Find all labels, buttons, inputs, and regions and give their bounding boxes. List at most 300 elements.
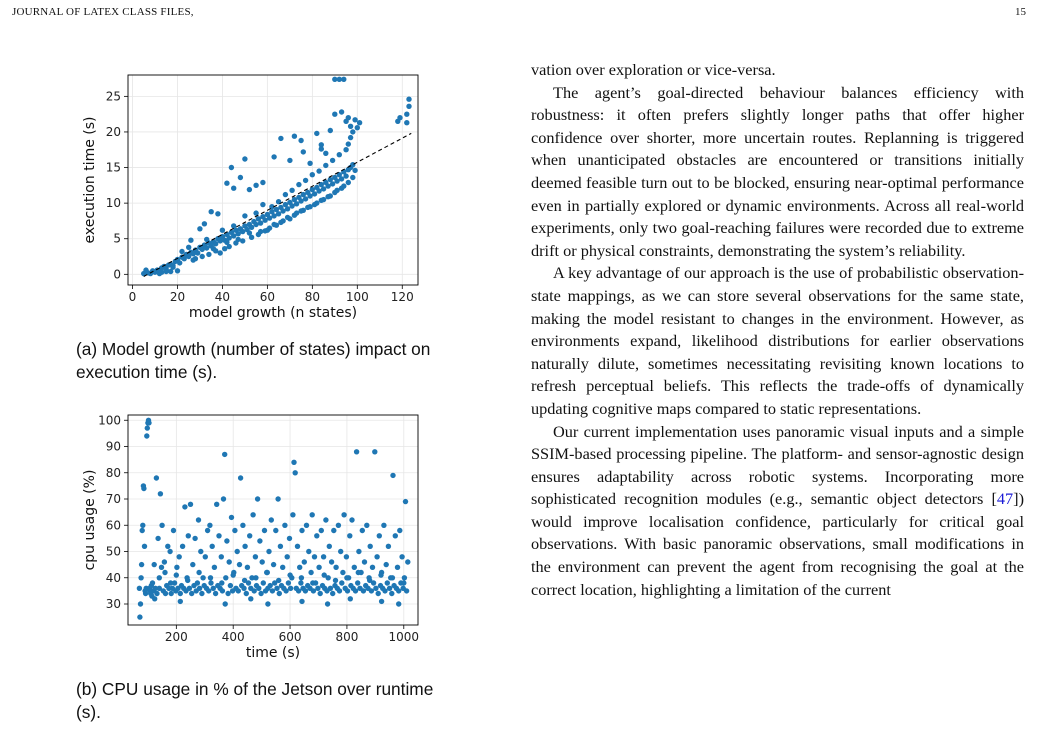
chart-a-point-196 — [274, 223, 279, 228]
chart-b-point-120 — [258, 591, 263, 596]
chart-b-point-100 — [236, 588, 241, 593]
chart-b-point-242 — [397, 528, 402, 533]
chart-a-point-162 — [406, 97, 411, 102]
chart-b-point-119 — [257, 538, 262, 543]
chart-b-point-114 — [252, 588, 257, 593]
chart-b-point-282 — [379, 599, 384, 604]
chart-b-ytick-label-0: 30 — [105, 597, 121, 611]
chart-b-point-79 — [212, 565, 217, 570]
chart-a-point-180 — [170, 263, 175, 268]
caption-a: (a) Model growth (number of states) impact on execution time (s). — [76, 339, 431, 382]
chart-b-point-75 — [207, 523, 212, 528]
chart-b-point-67 — [198, 549, 203, 554]
chart-b-point-257 — [219, 580, 224, 585]
chart-b-point-57 — [187, 586, 192, 591]
chart-b-point-123 — [262, 528, 267, 533]
chart-b-point-28 — [154, 591, 159, 596]
chart-a-point-165 — [346, 115, 351, 120]
chart-b-point-230 — [384, 562, 389, 567]
chart-b-point-232 — [386, 544, 391, 549]
figure-b — [60, 410, 460, 670]
chart-b-point-74 — [206, 588, 211, 593]
chart-b-point-3 — [138, 575, 143, 580]
chart-b-point-81 — [214, 502, 219, 507]
chart-b-point-51 — [180, 544, 185, 549]
chart-b-point-17 — [146, 420, 151, 425]
chart-b-point-189 — [337, 588, 342, 593]
chart-b-point-186 — [333, 565, 338, 570]
chart-a-point-201 — [305, 205, 310, 210]
chart-b-point-77 — [210, 544, 215, 549]
chart-b-xtick-label-2: 600 — [278, 630, 302, 644]
chart-b-ytick-label-1: 40 — [105, 570, 121, 585]
chart-b-point-155 — [298, 580, 303, 585]
chart-a-xtick-label-4: 80 — [304, 290, 320, 304]
chart-b-point-2 — [138, 601, 143, 606]
chart-a-xtick-label-1: 20 — [169, 290, 186, 304]
chart-b-point-246 — [402, 575, 407, 580]
chart-a-point-169 — [260, 180, 265, 185]
chart-a-point-149 — [332, 112, 337, 117]
chart-a-point-131 — [337, 152, 342, 157]
chart-b-xtick-label-1: 400 — [221, 630, 245, 644]
chart-a-point-142 — [292, 134, 297, 139]
chart-b-point-46 — [174, 565, 179, 570]
chart-a-point-152 — [348, 124, 353, 129]
chart-b-point-25 — [152, 562, 157, 567]
chart-b-ytick-label-5: 80 — [105, 465, 121, 480]
chart-b-point-14 — [145, 425, 150, 430]
chart-b-point-35 — [162, 559, 167, 564]
chart-b-point-134 — [274, 586, 279, 591]
chart-b-point-167 — [312, 554, 317, 559]
chart-a-point-185 — [206, 252, 211, 257]
chart-a-xtick-label-3: 60 — [259, 290, 276, 304]
chart-a-point-109 — [260, 202, 265, 207]
chart-b-point-196 — [345, 588, 350, 593]
chart-a-point-209 — [352, 168, 357, 173]
chart-b-point-248 — [404, 588, 409, 593]
chart-a-point-14 — [177, 260, 182, 265]
chart-b-point-170 — [315, 586, 320, 591]
chart-b-point-38 — [165, 544, 170, 549]
chart-a-point-164 — [357, 120, 362, 125]
chart-b-point-58 — [188, 502, 193, 507]
chart-b-point-133 — [273, 528, 278, 533]
chart-a-point-123 — [310, 172, 315, 177]
chart-b-point-180 — [327, 544, 332, 549]
chart-b-point-160 — [304, 523, 309, 528]
chart-a-point-184 — [200, 254, 205, 259]
chart-b-ytick-label-3: 60 — [105, 518, 121, 533]
chart-b-point-137 — [278, 544, 283, 549]
chart-b-point-91 — [225, 591, 230, 596]
chart-b-point-164 — [308, 570, 313, 575]
chart-a-point-181 — [164, 269, 169, 274]
chart-a-point-133 — [343, 147, 348, 152]
chart-b-point-142 — [283, 588, 288, 593]
chart-b-cpu-usage — [60, 410, 460, 670]
page-number: 15 — [1015, 6, 1026, 18]
chart-b-point-238 — [393, 533, 398, 538]
paragraph-1: vation over exploration or vice-versa. — [531, 60, 776, 79]
chart-b-point-9 — [142, 544, 147, 549]
chart-a-ytick-label-5: 25 — [105, 89, 121, 104]
chart-a-point-178 — [188, 238, 193, 243]
chart-a-point-208 — [350, 175, 355, 180]
chart-a-point-159 — [404, 120, 409, 125]
chart-b-xtick-label-0: 200 — [164, 630, 188, 644]
chart-b-point-262 — [276, 578, 281, 583]
chart-b-point-254 — [185, 578, 190, 583]
chart-a-point-30 — [213, 241, 218, 246]
chart-b-point-6 — [140, 523, 145, 528]
chart-a-point-207 — [346, 180, 351, 185]
chart-b-point-69 — [200, 575, 205, 580]
chart-b-point-283 — [396, 601, 401, 606]
chart-b-point-190 — [338, 549, 343, 554]
chart-b-point-146 — [288, 586, 293, 591]
chart-a-point-103 — [231, 223, 236, 228]
citation-link[interactable]: 47 — [996, 489, 1014, 509]
chart-b-point-182 — [329, 559, 334, 564]
chart-a-point-172 — [247, 187, 252, 192]
chart-b-point-158 — [302, 559, 307, 564]
chart-b-point-66 — [197, 586, 202, 591]
chart-b-point-135 — [275, 496, 280, 501]
chart-b-point-275 — [178, 599, 183, 604]
chart-b-point-209 — [360, 528, 365, 533]
chart-a-point-119 — [296, 182, 301, 187]
chart-b-point-259 — [242, 578, 247, 583]
chart-a-point-160 — [404, 112, 409, 117]
chart-b-point-269 — [356, 570, 361, 575]
figure-a — [60, 70, 460, 330]
chart-a-axes-frame — [128, 75, 418, 285]
chart-a-xtick-label-6: 120 — [390, 290, 414, 304]
chart-a-point-145 — [314, 131, 319, 136]
chart-b-point-60 — [190, 562, 195, 567]
chart-b-point-8 — [141, 486, 146, 491]
chart-a-ytick-label-0: 0 — [113, 267, 121, 282]
chart-b-point-85 — [219, 554, 224, 559]
caption-b: (b) CPU usage in % of the Jetson over runtime (s). — [76, 679, 434, 722]
chart-b-point-150 — [293, 470, 298, 475]
chart-b-point-216 — [368, 544, 373, 549]
chart-b-point-231 — [385, 580, 390, 585]
chart-b-point-268 — [344, 575, 349, 580]
chart-a-ytick-label-4: 20 — [105, 124, 121, 139]
chart-b-point-53 — [182, 504, 187, 509]
chart-a-point-82 — [330, 181, 335, 186]
chart-b-point-93 — [228, 583, 233, 588]
chart-a-point-199 — [292, 213, 297, 218]
chart-b-point-261 — [265, 570, 270, 575]
chart-a-point-202 — [312, 202, 317, 207]
chart-a-point-66 — [294, 201, 299, 206]
chart-a-point-189 — [227, 244, 232, 249]
chart-b-point-131 — [271, 562, 276, 567]
chart-b-point-56 — [186, 533, 191, 538]
chart-a-point-198 — [285, 215, 290, 220]
chart-b-point-266 — [322, 572, 327, 577]
chart-a-point-171 — [231, 186, 236, 191]
chart-a-point-105 — [242, 213, 247, 218]
chart-b-point-172 — [318, 591, 323, 596]
chart-b-point-13 — [144, 433, 149, 438]
chart-a-point-187 — [218, 250, 223, 255]
chart-b-point-62 — [192, 536, 197, 541]
chart-b-point-11 — [143, 591, 148, 596]
chart-b-point-279 — [299, 599, 304, 604]
chart-a-point-182 — [157, 271, 162, 276]
chart-b-point-0 — [137, 586, 142, 591]
chart-b-point-210 — [361, 588, 366, 593]
chart-a-point-137 — [238, 175, 243, 180]
chart-b-point-148 — [290, 512, 295, 517]
chart-b-point-221 — [373, 586, 378, 591]
journal-header: JOURNAL OF LATEX CLASS FILES, — [12, 6, 194, 18]
chart-b-point-4 — [139, 562, 144, 567]
chart-b-point-280 — [325, 601, 330, 606]
paragraph-2: The agent’s goal-directed behaviour balances efficiency with robustness: it often prefers slightly longer paths that offer higher confidence over shorter, more uncertain routes. Replanning is triggered when unanticipated obstacles are encountered or transitions initially deemed feasible turn out to be blocked, ensuring near-optimal performance even in partially explored or dynamic environments. Across all real-world experiments, only two goal-reaching failures were recorded due to extreme drift or physical constraints, demonstrating the system’s reliability. — [531, 82, 1024, 260]
paragraph-3: A key advantage of our approach is the use of probabilistic observation-state mappings, as we can store several observations for the same state, making the model resistant to changes in the environment. However, as environments expand, likelihood distributions for earlier observations naturally dilute, sometimes necessitating revisiting known locations to refresh perceptual beliefs. This reflects the trade-offs of dynamically updating cognitive maps compared to static representations. — [531, 263, 1024, 418]
chart-a-point-70 — [303, 196, 308, 201]
chart-b-point-169 — [314, 533, 319, 538]
chart-a-point-22 — [195, 250, 200, 255]
chart-b-point-1 — [137, 614, 142, 619]
chart-b-point-202 — [352, 565, 357, 570]
chart-b-point-203 — [353, 588, 358, 593]
chart-b-point-48 — [177, 554, 182, 559]
chart-b-point-251 — [162, 570, 167, 575]
paragraph-4 — [531, 421, 1024, 602]
chart-a-point-190 — [233, 240, 238, 245]
chart-a-point-175 — [215, 211, 220, 216]
chart-b-point-129 — [269, 517, 274, 522]
chart-b-point-250 — [157, 575, 162, 580]
chart-a-point-205 — [332, 190, 337, 195]
chart-b-ytick-label-6: 90 — [105, 439, 121, 454]
chart-a-point-150 — [339, 109, 344, 114]
chart-b-point-76 — [208, 580, 213, 585]
chart-a-point-129 — [330, 158, 335, 163]
chart-b-point-159 — [303, 588, 308, 593]
chart-a-point-74 — [312, 191, 317, 196]
chart-a-point-176 — [197, 226, 202, 231]
chart-b-point-49 — [178, 591, 183, 596]
paragraph-4-text-b: ]) would improve localisation confidence, particularly for critical goal observations. With basic panoramic observations, small modifications in the environment can prevent the agent from recognising the goal at the correct location, highlighting a limitation of the current — [531, 489, 1024, 599]
chart-b-point-267 — [333, 578, 338, 583]
chart-b-point-205 — [355, 580, 360, 585]
chart-b-point-43 — [171, 528, 176, 533]
body-text-column — [531, 59, 1024, 601]
chart-a-execution-time — [60, 70, 460, 330]
chart-b-point-233 — [387, 586, 392, 591]
chart-b-point-281 — [348, 596, 353, 601]
chart-b-point-97 — [232, 528, 237, 533]
chart-b-point-271 — [378, 572, 383, 577]
chart-b-point-193 — [341, 512, 346, 517]
chart-b-point-88 — [222, 452, 227, 457]
chart-b-point-236 — [390, 473, 395, 478]
chart-b-point-198 — [347, 533, 352, 538]
chart-a-point-170 — [224, 181, 229, 186]
chart-b-point-136 — [277, 591, 282, 596]
chart-a-point-179 — [179, 249, 184, 254]
chart-b-point-229 — [382, 588, 387, 593]
chart-a-point-197 — [280, 218, 285, 223]
chart-b-point-127 — [266, 549, 271, 554]
chart-a-xtick-label-0: 0 — [128, 290, 137, 304]
chart-b-point-235 — [389, 591, 394, 596]
chart-b-point-253 — [174, 572, 179, 577]
chart-b-point-276 — [223, 601, 228, 606]
chart-a-trend-line — [144, 133, 412, 276]
chart-a-point-62 — [285, 206, 290, 211]
chart-b-point-110 — [247, 533, 252, 538]
chart-b-point-122 — [261, 580, 266, 585]
chart-b-point-65 — [196, 517, 201, 522]
chart-a-point-194 — [262, 228, 267, 233]
chart-a-point-91 — [350, 162, 355, 167]
chart-a-ytick-label-2: 10 — [105, 196, 121, 211]
chart-a-point-183 — [191, 257, 196, 262]
chart-b-point-260 — [253, 575, 258, 580]
chart-a-point-174 — [209, 209, 214, 214]
chart-b-point-156 — [299, 528, 304, 533]
chart-b-xtick-label-4: 1000 — [388, 630, 420, 644]
chart-b-xtick-label-3: 800 — [335, 630, 359, 644]
chart-b-point-117 — [255, 496, 260, 501]
chart-b-point-115 — [253, 554, 258, 559]
chart-a-point-153 — [352, 117, 357, 122]
chart-a-point-136 — [350, 129, 355, 134]
chart-b-point-68 — [199, 591, 204, 596]
chart-b-point-29 — [155, 536, 160, 541]
chart-b-point-255 — [196, 570, 201, 575]
chart-b-point-27 — [154, 475, 159, 480]
chart-a-point-168 — [301, 149, 306, 154]
chart-b-point-80 — [213, 591, 218, 596]
chart-a-point-206 — [339, 186, 344, 191]
chart-a-point-141 — [278, 136, 283, 141]
chart-b-point-139 — [280, 565, 285, 570]
chart-b-point-184 — [331, 528, 336, 533]
chart-b-point-99 — [235, 549, 240, 554]
chart-b-point-183 — [330, 591, 335, 596]
chart-b-point-211 — [362, 559, 367, 564]
chart-b-point-240 — [395, 565, 400, 570]
chart-a-point-158 — [397, 115, 402, 120]
chart-a-point-138 — [242, 156, 247, 161]
chart-a-point-125 — [316, 168, 321, 173]
chart-b-point-73 — [205, 528, 210, 533]
chart-b-ytick-label-4: 70 — [105, 492, 121, 506]
chart-a-point-86 — [339, 176, 344, 181]
chart-b-point-71 — [203, 554, 208, 559]
chart-b-point-171 — [316, 565, 321, 570]
chart-a-point-92 — [143, 267, 148, 272]
chart-b-point-256 — [208, 575, 213, 580]
chart-a-point-96 — [175, 268, 180, 273]
chart-a-point-161 — [406, 104, 411, 109]
chart-a-point-101 — [220, 228, 225, 233]
chart-b-point-86 — [220, 588, 225, 593]
chart-b-point-273 — [401, 580, 406, 585]
chart-b-point-277 — [248, 596, 253, 601]
chart-b-point-152 — [295, 544, 300, 549]
chart-b-point-102 — [238, 475, 243, 480]
chart-b-point-101 — [237, 562, 242, 567]
chart-b-point-154 — [297, 565, 302, 570]
chart-b-point-252 — [168, 580, 173, 585]
chart-b-point-247 — [403, 499, 408, 504]
chart-b-point-195 — [344, 554, 349, 559]
chart-b-point-274 — [152, 596, 157, 601]
chart-b-point-206 — [356, 549, 361, 554]
chart-a-ylabel: execution time (s) — [82, 116, 98, 244]
chart-b-point-121 — [260, 559, 265, 564]
chart-b-point-265 — [310, 580, 315, 585]
chart-b-point-153 — [296, 588, 301, 593]
chart-a-point-147 — [323, 151, 328, 156]
chart-b-point-244 — [399, 554, 404, 559]
chart-b-point-145 — [287, 536, 292, 541]
chart-a-xtick-label-2: 40 — [214, 290, 231, 304]
chart-b-xlabel: time (s) — [245, 645, 301, 661]
chart-b-point-175 — [321, 554, 326, 559]
chart-b-point-105 — [241, 586, 246, 591]
chart-a-point-193 — [256, 232, 261, 237]
chart-b-point-144 — [286, 580, 291, 585]
chart-b-point-241 — [396, 588, 401, 593]
chart-b-point-64 — [195, 580, 200, 585]
chart-a-point-135 — [348, 135, 353, 140]
chart-a-point-139 — [229, 165, 234, 170]
chart-b-point-220 — [372, 449, 377, 454]
chart-b-point-224 — [377, 533, 382, 538]
chart-b-point-278 — [265, 601, 270, 606]
chart-a-point-144 — [307, 161, 312, 166]
chart-b-point-59 — [189, 591, 194, 596]
chart-b-ytick-label-2: 50 — [105, 544, 121, 559]
chart-b-point-258 — [231, 572, 236, 577]
chart-a-xlabel: model growth (n states) — [188, 305, 358, 321]
chart-a-point-46 — [249, 225, 254, 230]
chart-b-point-128 — [268, 583, 273, 588]
chart-b-point-78 — [211, 586, 216, 591]
chart-a-point-88 — [343, 173, 348, 178]
chart-a-point-173 — [253, 183, 258, 188]
chart-a-ytick-label-3: 15 — [105, 160, 121, 175]
chart-b-point-218 — [370, 565, 375, 570]
chart-b-point-222 — [374, 554, 379, 559]
chart-a-point-166 — [319, 146, 324, 151]
chart-b-point-228 — [381, 523, 386, 528]
chart-b-point-87 — [221, 496, 226, 501]
chart-a-point-134 — [346, 141, 351, 146]
chart-b-point-141 — [282, 523, 287, 528]
chart-b-point-177 — [323, 517, 328, 522]
chart-b-point-270 — [367, 578, 372, 583]
chart-b-point-32 — [159, 565, 164, 570]
chart-a-point-163 — [355, 125, 360, 130]
chart-b-point-272 — [390, 575, 395, 580]
chart-b-point-94 — [229, 515, 234, 520]
chart-a-point-156 — [341, 77, 346, 82]
chart-a-point-143 — [298, 138, 303, 143]
